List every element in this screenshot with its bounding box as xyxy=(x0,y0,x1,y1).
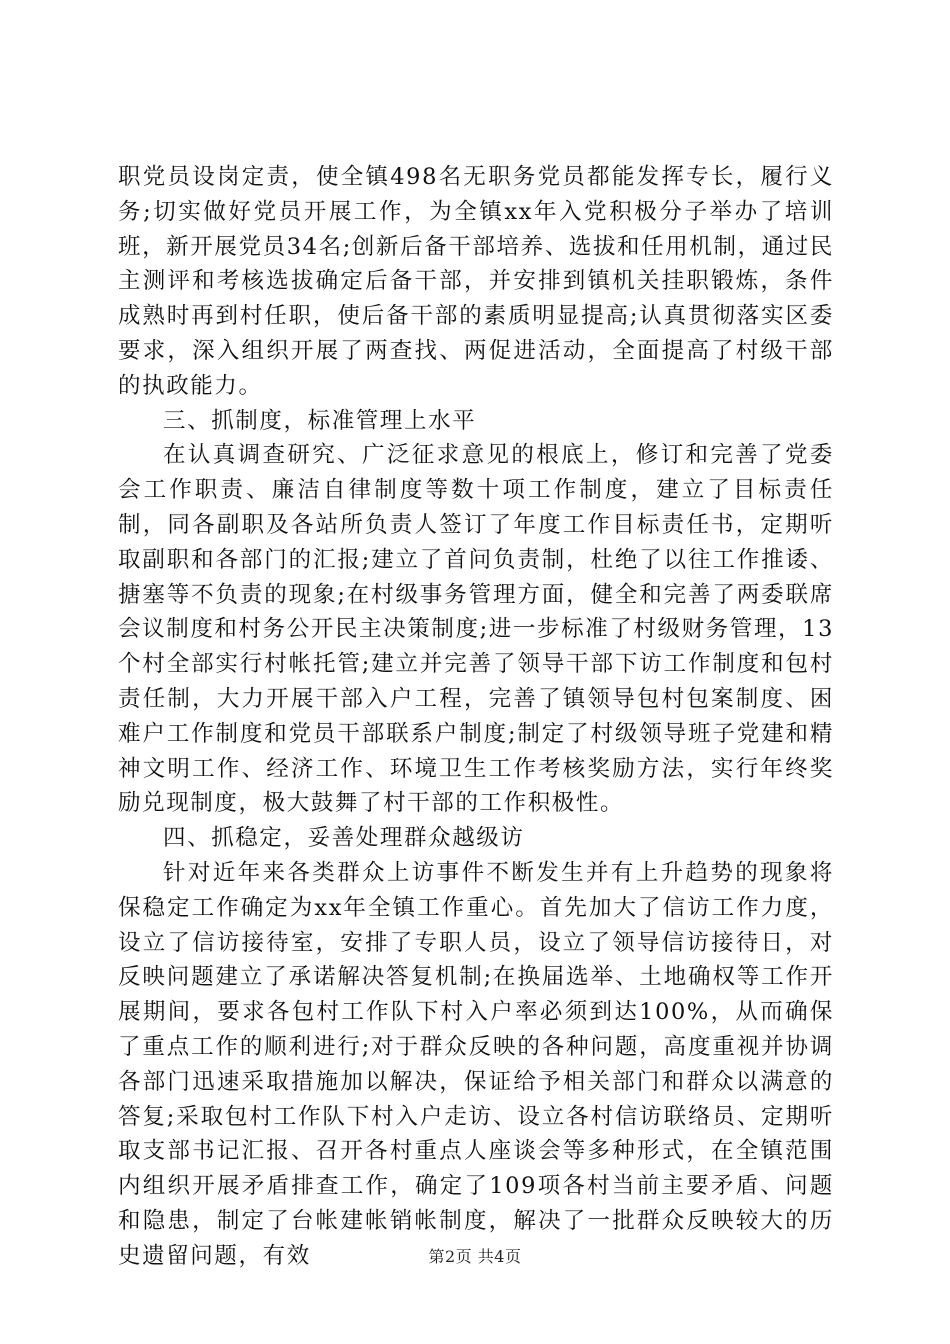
paragraph-continuation: 职党员设岗定责，使全镇498名无职务党员都能发挥专长，履行义务;切实做好党员开展工作，为全镇xx年入党积极分子举办了培训班，新开展党员34名;创新后备干部培养、选拔和任用机制，通过民主测评和考核选拔确定后备干部，并安排到镇机关挂职锻炼，条件成熟时再到村任职，使后备干部的素质明显提高;认真贯彻落实区委要求，深入组织开展了两查找、两促进活动，全面提高了村级干部的执政能力。 xyxy=(118,164,834,399)
paragraph-section-4: 针对近年来各类群众上访事件不断发生并有上升趋势的现象将保稳定工作确定为xx年全镇工作重心。首先加大了信访工作力度，设立了信访接待室，安排了专职人员，设立了领导信访接待日，对反映问题建立了承诺解决答复机制;在换届选举、土地确权等工作开展期间，要求各包村工作队下村入户率必须到达100%，从而确保了重点工作的顺利进行;对于群众反映的各种问题，高度重视并协调各部门迅速采取措施加以解决，保证给予相关部门和群众以满意的答复;采取包村工作队下村入户走访、设立各村信访联络员、定期听取支部书记汇报、召开各村重点人座谈会等多种形式，在全镇范围内组织开展矛盾排查工作，确定了109项各村当前主要矛盾、问题和隐患，制定了台帐建帐销帐制度，解决了一批群众反映较大的历史遗留问题，有效 xyxy=(118,859,834,1269)
document-body xyxy=(118,160,834,1274)
section-heading-3: 三、抓制度，标准管理上水平 xyxy=(163,407,477,434)
paragraph-section-3: 在认真调查研究、广泛征求意见的根底上，修订和完善了党委会工作职责、廉洁自律制度等数十项工作制度，建立了目标责任制，同各副职及各站所负责人签订了年度工作目标责任书，定期听取副职和各部门的汇报;建立了首问负责制，杜绝了以往工作推诿、搪塞等不负责的现象;在村级事务管理方面，健全和完善了两委联席会议制度和村务公开民主决策制度;进一步标准了村级财务管理，13个村全部实行村帐托管;建立并完善了领导干部下访工作制度和包村责任制，大力开展干部入户工程，完善了镇领导包村包案制度、困难户工作制度和党员干部联系户制度;制定了村级领导班子党建和精神文明工作、经济工作、环境卫生工作考核奖励方法，实行年终奖励兑现制度，极大鼓舞了村干部的工作积极性。 xyxy=(118,442,834,817)
section-heading-4: 四、抓稳定，妥善处理群众越级访 xyxy=(163,825,525,852)
page-number-footer: 第2页 共4页 xyxy=(428,1247,522,1266)
